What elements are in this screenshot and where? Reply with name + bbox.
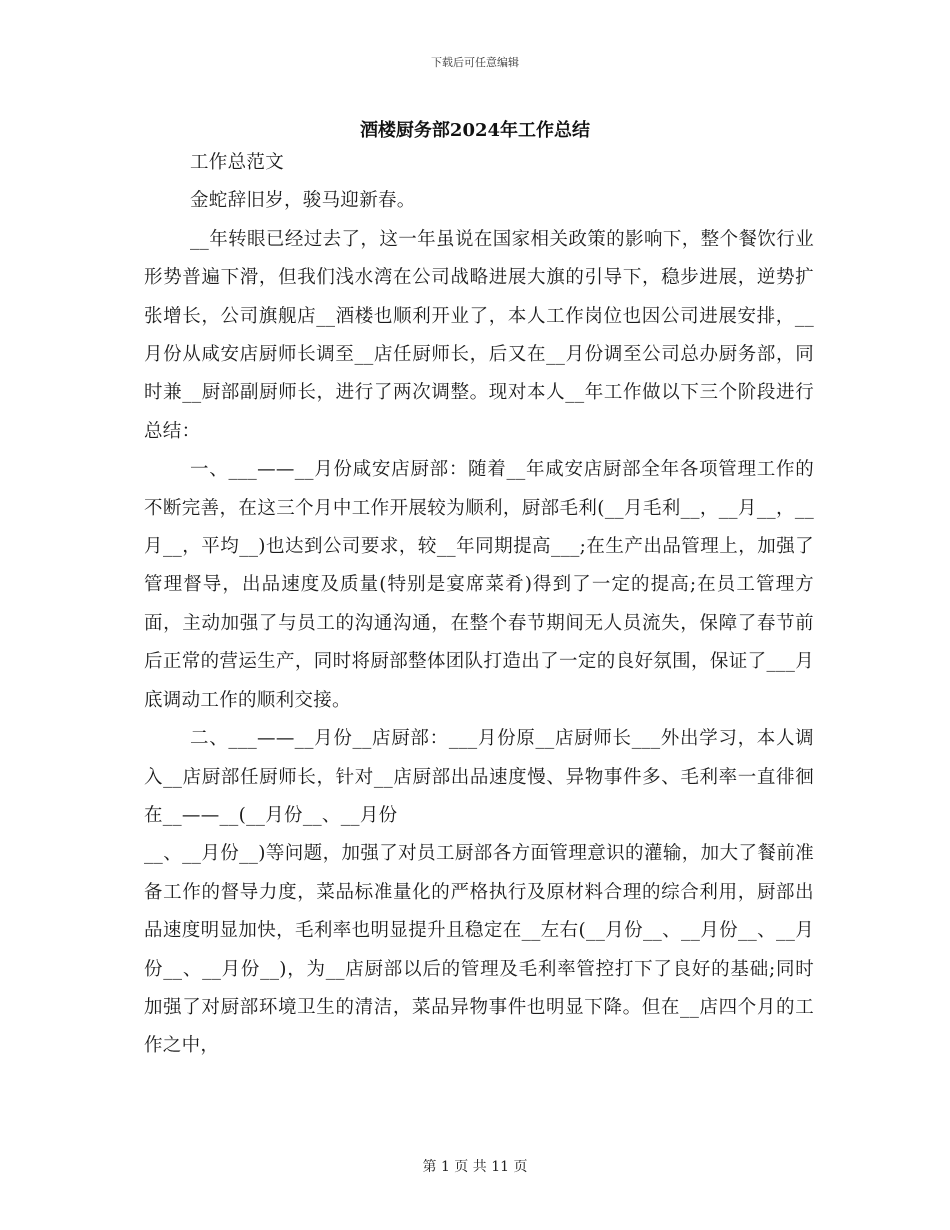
paragraph-section-two: 二、___——__月份__店厨部：___月份原__店厨师长___外出学习，本人调入__店厨部任厨师长，针对__店厨部出品速度慢、异物事件多、毛利率一直徘徊在__——__(__月份__、__月份	[144, 728, 814, 826]
paragraph-section-one: 一、___——__月份咸安店厨部：随着__年咸安店厨部全年各项管理工作的不断完善，在这三个月中工作开展较为顺利，厨部毛利(__月毛利__，__月__，__月__，平均__)也达到公司要求，较__年同期提高___;在生产出品管理上，加强了管理督导，出品速度及质量(特别是宴席菜肴)得到了一定的提高;在员工管理方面，主动加强了与员工的沟通沟通，在整个春节期间无人员流失，保障了春节前后正常的营运生产，同时将厨部整体团队打造出了一定的良好氛围，保证了___月底调动工作的顺利交接。	[144, 459, 814, 711]
document-title: 酒楼厨务部2024年工作总结	[359, 120, 591, 141]
page-number-footer: 第 1 页 共 11 页	[422, 1159, 528, 1175]
paragraph-section-two-continued: __、__月份__)等问题，加强了对员工厨部各方面管理意识的灌输，加大了餐前准备工作的督导力度，菜品标准量化的严格执行及原材料合理的综合利用，厨部出品速度明显加快，毛利率也明显提升且稳定在__左右(__月份__、__月份__、__月份__、__月份__)，为__店厨部以后的管理及毛利率管控打下了良好的基础;同时加强了对厨部环境卫生的清洁，菜品异物事件也明显下降。但在__店四个月的工作之中，	[144, 843, 814, 1057]
paragraph-greeting: 金蛇辞旧岁，骏马迎新春。	[190, 190, 416, 212]
paragraph-subtitle: 工作总范文	[190, 152, 285, 173]
document-body	[144, 144, 814, 1066]
paragraph-intro: __年转眼已经过去了，这一年虽说在国家相关政策的影响下，整个餐饮行业形势普遍下滑，但我们浅水湾在公司战略进展大旗的引导下，稳步进展，逆势扩张增长，公司旗舰店__酒楼也顺利开业了，本人工作岗位也因公司进展安排，__月份从咸安店厨师长调至__店任厨师长，后又在__月份调至公司总办厨务部，同时兼__厨部副厨师长，进行了两次调整。现对本人__年工作做以下三个阶段进行总结：	[144, 228, 814, 442]
header-note: 下载后可任意编辑	[431, 56, 519, 69]
